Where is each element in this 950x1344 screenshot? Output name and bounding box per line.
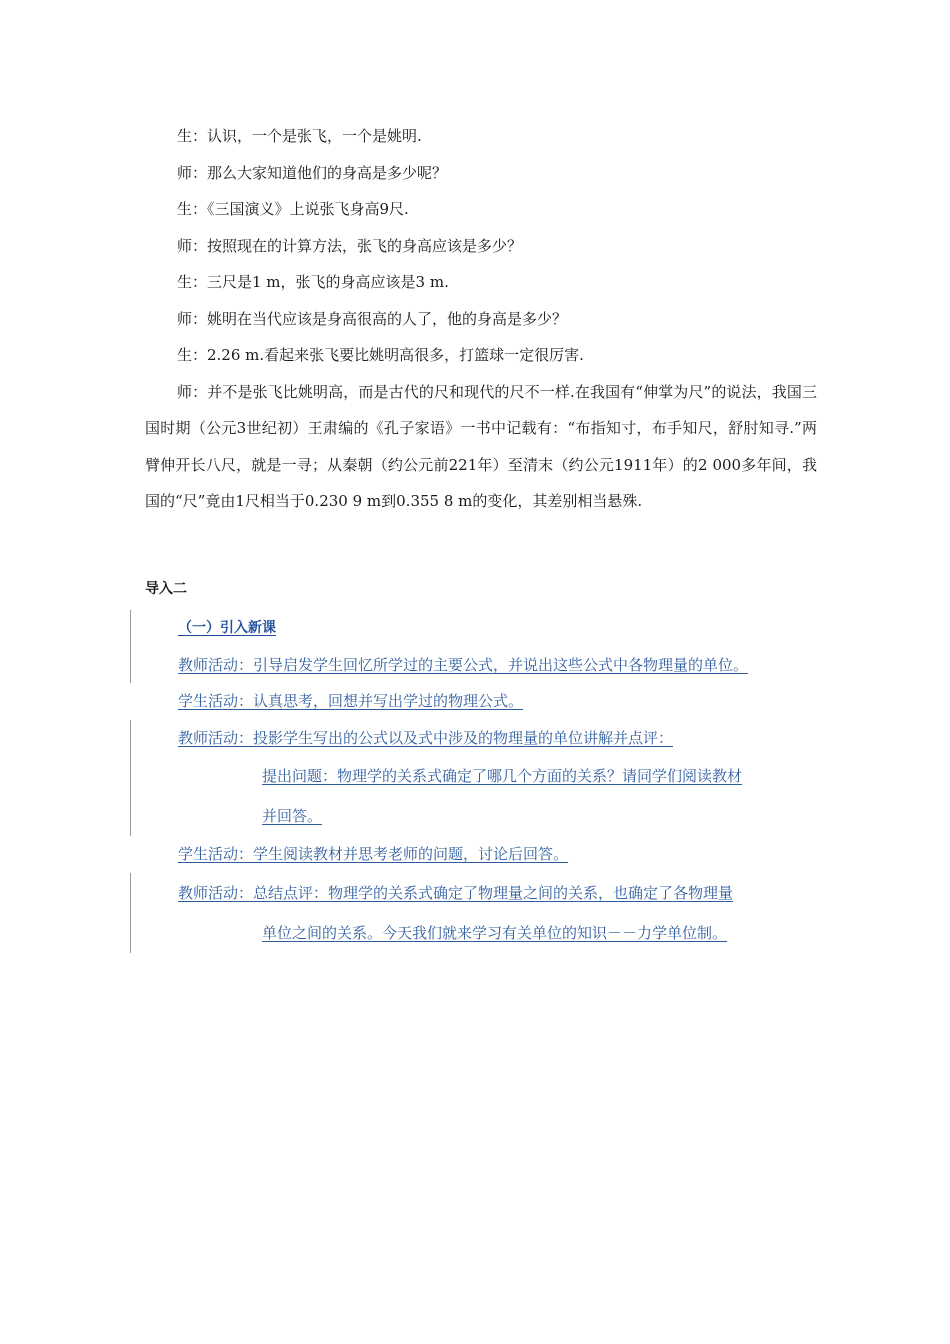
dialog-line: 生：认识，一个是张飞，一个是姚明. (177, 127, 422, 145)
teacher-activity-3 (130, 873, 830, 953)
teacher-activity-3-line-2: 单位之间的关系。今天我们就来学习有关单位的知识－－力学单位制。 (262, 923, 728, 942)
teacher-activity-3-line-1: 教师活动：总结点评：物理学的关系式确定了物理量之间的关系，也确定了各物理量 (178, 883, 734, 902)
subsection-title (130, 610, 830, 647)
section-heading: 导入二 (145, 581, 187, 597)
dialog-line: 师：按照现在的计算方法，张飞的身高应该是多少？ (177, 236, 523, 255)
dialog-paragraph: 师：并不是张飞比姚明高，而是古代的尺和现代的尺不一样.在我国有“伸掌为尺”的说法，我国三国时期（公元3世纪初）王肃编的《孔子家语》一书中记载有：“布指知寸，布手知尺，舒肘知寻.”两臂伸开长八尺，就是一寻；从秦朝（约公元前221年）至清末（约公元1911年）的2 000多年间，我国的“尺”竟由1尺相当于0.230 9 m到0.355 8 m的变化，其差别相当悬殊. (145, 382, 817, 510)
dialog-line: 师：姚明在当代应该是身高很高的人了，他的身高是多少？ (177, 309, 568, 328)
question-block (130, 756, 830, 836)
student-activity-1: 学生活动：认真思考，回想并写出学过的物理公式。 (178, 692, 524, 710)
dialog-line: 生：2.26 m.看起来张飞要比姚明高很多，打篮球一定很厉害. (177, 346, 584, 364)
teacher-activity-1: 教师活动：引导启发学生回忆所学过的主要公式，并说出这些公式中各物理量的单位。 (130, 647, 830, 684)
subsection-title-text: （一）引入新课 (178, 620, 276, 636)
dialog-line: 师：那么大家知道他们的身高是多少呢？ (177, 163, 448, 182)
teacher-activity-2: 教师活动：投影学生写出的公式以及式中涉及的物理量的单位讲解并点评： (130, 720, 830, 757)
student-activity-2: 学生活动：学生阅读教材并思考老师的问题，讨论后回答。 (178, 845, 569, 863)
dialog-line: 生：《三国演义》上说张飞身高9尺. (177, 200, 409, 218)
dialog-block (145, 118, 817, 520)
dialog-line: 生：三尺是1 m，张飞的身高应该是3 m. (177, 273, 449, 291)
question-line-1: 提出问题：物理学的关系式确定了哪几个方面的关系？请同学们阅读教材 (262, 767, 743, 785)
lesson-section (130, 610, 830, 953)
question-line-2: 并回答。 (262, 807, 323, 825)
